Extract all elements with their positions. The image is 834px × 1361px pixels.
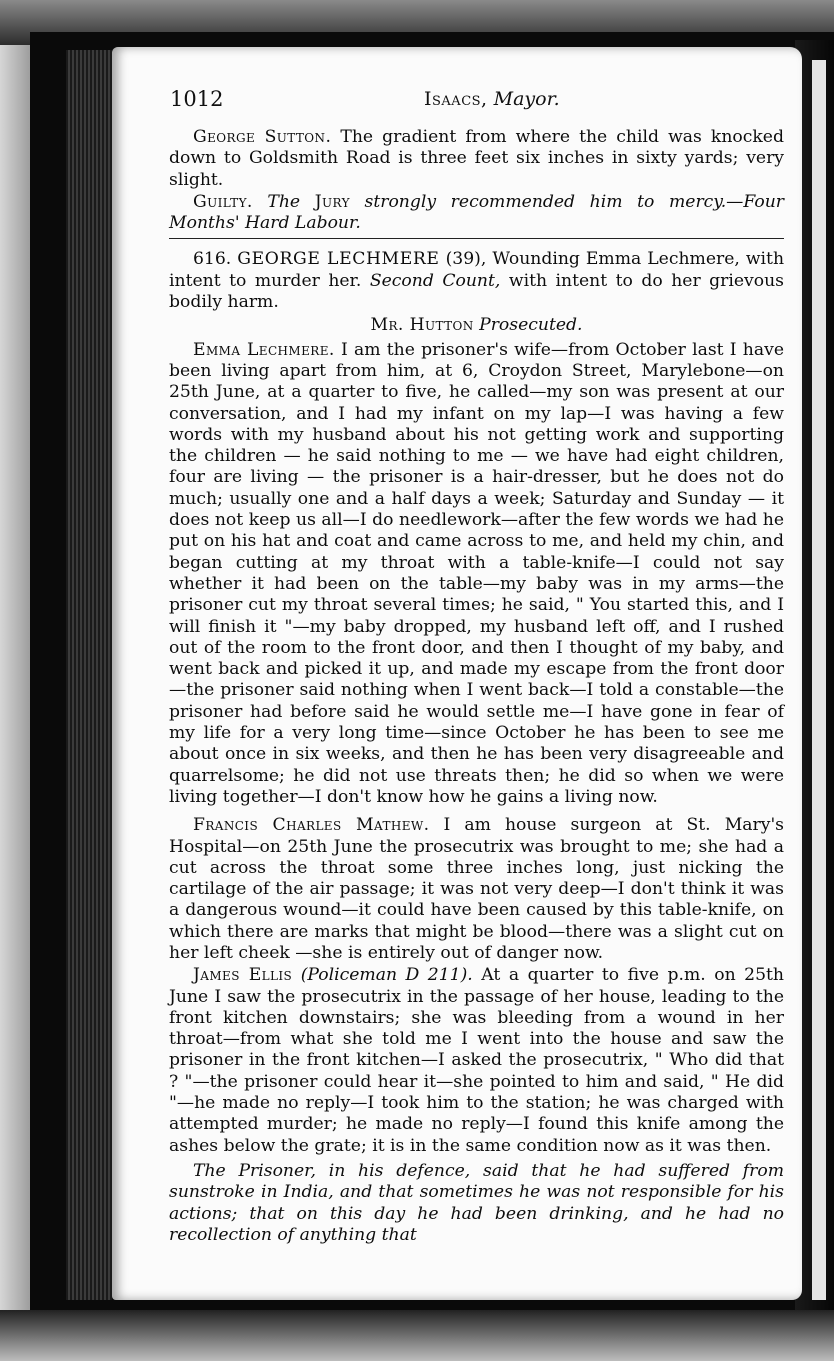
prisoner-defence: The Prisoner, in his defence, said that he had suffered from sunstroke in India, and that sometimes he was not responsible for his actions; that on this day he had been drinking, and he had no recollection of anything that — [169, 1160, 784, 1245]
testimony-text: The gradient from where the child was knocked down to Goldsmith Road is three feet six inches in sixty yards; very slight. — [169, 127, 784, 190]
ellis-testimony — [169, 965, 784, 1157]
page-text — [169, 127, 784, 1247]
testimony-text: I am the prisoner's wife—from October last I have been living apart from him, at 6, Croydon Street, Marylebone—on 25th June, at a quarter to five, he called—my son was present at our conversation, and I had my infant on my lap—I was having a few words with my husband about his not getting work and supporting the children — he said nothing to me — we have had eight children, four are living — the prisoner is a hair-dresser, but he does not do much; usually one and a half days a week; Saturday and Sunday — it does not keep us all—I do needlework—after the few words we had he put on his hat and coat and came across to me, and held my chin, and began cutting at my throat with a table-knife—I could not say whether it had been on the table—my baby was in my arms—the prisoner cut my throat several times; he said, " You started this, and I will finish it "—my baby dropped, my husband left off, and I rushed out of the room to the front door, and then I thought of my baby, and went back and picked it up, and made my escape from the front door—the prisoner said nothing when I went back—I told a constable—the prisoner had before said he would settle me—I have gone in fear of my life for a very long time—since October he has been to see me about once in six weeks, and then he has been very disagreeable and quarrelsome; he did not use threats then; he did so when we were living together—I don't know how he gains a living now. — [169, 339, 784, 807]
testimony-text: At a quarter to five p.m. on 25th June I saw the prosecutrix in the passage of her house, leading to the front kitchen downstairs; she was bleeding from a wound in her throat—from what she told me I went into the house and saw the prisoner in the front kitchen—I asked the prosecutrix, " Who did that ? "—the prisoner could hear it—she pointed to him and said, " He did "—he made no reply—I took him to the station; he was charged with attempted murder; he made no reply—I found this knife among the ashes below the grate; it is in the same condition now as it was then. — [169, 965, 784, 1156]
speaker-name: Emma Lechmere. — [193, 339, 335, 360]
case-heading — [169, 249, 784, 313]
running-title-office: Mayor. — [493, 88, 560, 110]
sutton-paragraph — [169, 127, 784, 191]
verdict-sentence: strongly recommended him to mercy.—Four Months' Hard Labour. — [169, 191, 784, 234]
defendant-name: GEORGE LECHMERE — [237, 249, 440, 270]
mathew-testimony — [169, 815, 784, 964]
emma-lechmere-testimony — [169, 340, 784, 809]
speaker-name: Francis Charles Mathew. — [193, 815, 430, 836]
defendant-age: (39), — [445, 249, 487, 270]
page-number: 1012 — [170, 87, 224, 111]
speaker-name: George Sutton. — [193, 127, 332, 147]
jury-word: Jury — [314, 191, 350, 212]
second-count-label: Second Count, — [369, 270, 501, 291]
prosecutor-name: Mr. Hutton — [370, 315, 474, 336]
facing-page-strip — [812, 60, 826, 1300]
verdict-paragraph — [169, 192, 784, 235]
testimony-text: I am house surgeon at St. Mary's Hospital—on 25th June the prosecutrix was brought to me; she had a cut across the throat some three inches long, just nicking the cartilage of the air passage; it was not very deep—I don't think it was a dangerous wound—it could have been caused by this table-knife, on which there are marks that might be blood—there was a slight cut on her left cheek —she is entirely out of danger now. — [169, 815, 785, 963]
verdict-text: The — [267, 191, 301, 212]
page-edges — [66, 50, 112, 1300]
prosecuted-label: Prosecuted. — [479, 315, 583, 336]
scan-background-bottom — [0, 1310, 834, 1361]
page-background-left — [0, 0, 32, 1361]
charge-text: Wounding Emma Lechmere, with intent to murder her. — [169, 249, 785, 291]
running-title — [424, 88, 560, 110]
running-title-name: Isaacs, — [424, 88, 488, 110]
section-divider — [169, 238, 784, 239]
second-count-text: with intent to do her grievous bodily harm. — [169, 270, 785, 313]
prosecution-line — [169, 315, 784, 336]
speaker-name: James Ellis — [193, 965, 293, 986]
running-header — [112, 87, 802, 113]
speaker-role: (Policeman D 211). — [300, 965, 473, 986]
verdict-label: Guilty. — [193, 191, 253, 212]
case-number: 616. — [193, 249, 232, 270]
book-page — [112, 47, 802, 1300]
